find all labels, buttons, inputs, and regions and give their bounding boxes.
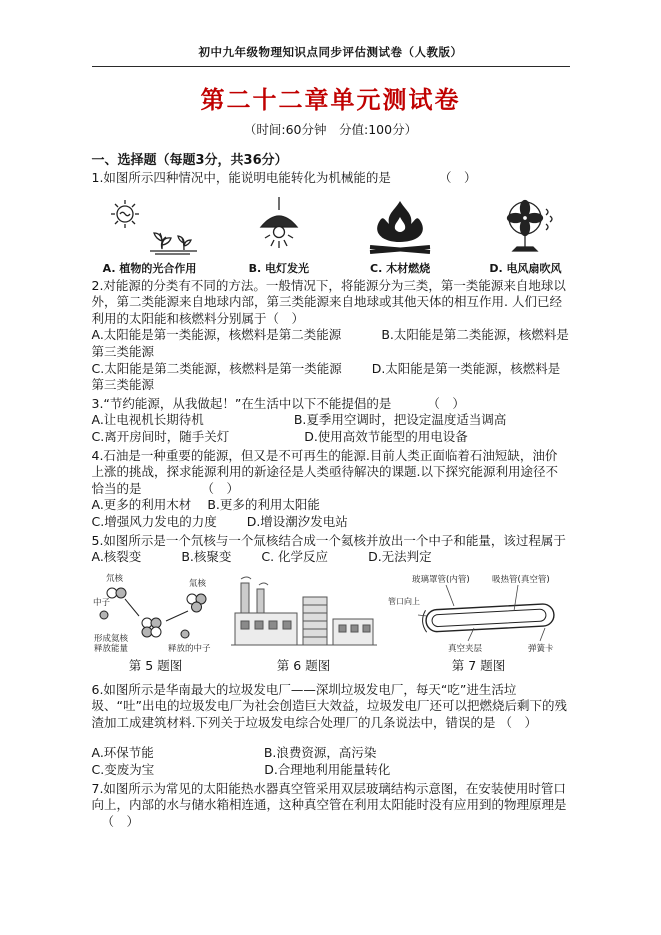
question-6-option-c: C.变废为宝 [91, 762, 155, 778]
question-figures-row [92, 571, 570, 674]
option-a-figure [100, 197, 200, 276]
question-2-option-c: C.太阳能是第二类能源，核燃料是第一类能源 [91, 360, 342, 376]
question-6-options-ab [92, 745, 570, 762]
spacer [328, 557, 368, 558]
fig7-label-spring-clip: 弹簧卡 [527, 643, 554, 653]
figure-question-7-caption: 第 7 题图 [451, 657, 506, 673]
question-2-option-b: B.太阳能是第二类能源，核燃料是第三类能源 [91, 327, 569, 359]
question-6-options-cd [92, 762, 570, 779]
question-7-answer-blank: （ ） [101, 813, 140, 829]
fig5-label-deuterium: 氘核 [105, 573, 123, 584]
option-d-figure-caption: D. 电风扇吹风 [489, 261, 562, 275]
question-3-text: 3.“节约能源，从我做起！”在生活中以下不能提倡的是 [91, 395, 392, 411]
figure-question-6 [229, 571, 379, 674]
question-6-text: 6.如图所示是华南最大的垃圾发电厂——深圳垃圾发电厂，每天“吃”进生活垃圾、“吐”出电的垃圾发电厂为社会创造巨大效益，垃圾发电厂还可以把燃烧后剩下的残渣加工成建筑材料.下列关于垃圾发电综合处理厂的几条说法中，错误的是 [91, 681, 567, 730]
question-5 [92, 533, 570, 550]
question-4 [92, 448, 570, 498]
question-3-option-b: B.夏季用空调时，把设定温度适当调高 [293, 412, 507, 428]
question-7-text: 7.如图所示为常见的太阳能热水器真空管采用双层玻璃结构示意图，在安装使用时管口向上，内部的水与储水箱相连通，这种真空管在利用太阳能时没有应用到的物理原理是 [91, 780, 567, 813]
figure-question-6-caption: 第 6 题图 [276, 657, 331, 673]
question-2 [92, 278, 570, 328]
question-4-answer-blank: （ ） [201, 480, 240, 496]
figure-question-5 [92, 571, 220, 674]
spacer [342, 369, 372, 370]
spacer [341, 335, 381, 336]
chapter-title: 第二十二章单元测试卷 [200, 85, 461, 114]
question-1-figures [100, 197, 562, 276]
fig5-label-neutron: 中子 [92, 597, 110, 608]
figure-question-7 [388, 571, 570, 674]
fig7-label-vacuum-layer: 真空夹层 [447, 643, 482, 653]
option-c-figure-caption: C. 木材燃烧 [370, 261, 431, 275]
spacer [229, 437, 304, 438]
question-5-option-b: B.核聚变 [181, 549, 232, 565]
header-divider [92, 66, 570, 67]
electric-lamp-icon [247, 197, 311, 257]
question-5-option-c: C. 化学反应 [261, 549, 329, 565]
spacer [154, 770, 264, 771]
question-5-option-d: D.无法判定 [368, 549, 432, 565]
figure-question-5-caption: 第 5 题图 [128, 657, 183, 673]
question-2-answer-blank: （ ） [266, 310, 305, 326]
question-2-option-a: A.太阳能是第一类能源，核燃料是第二类能源 [91, 327, 342, 343]
question-2-option-d: D.太阳能是第一类能源，核燃料是第三类能源 [91, 360, 561, 393]
electric-fan-icon [489, 197, 561, 257]
question-5-text: 5.如图所示是一个氘核与一个氚核结合成一个氦核并放出一个中子和能量，该过程属于 [91, 532, 566, 548]
spacer [141, 557, 181, 558]
fig5-label-released-neutron: 释放的中子 [167, 643, 211, 653]
question-1 [92, 170, 570, 187]
vacuum-tube-diagram-icon [388, 571, 570, 653]
question-6-answer-blank: （ ） [499, 714, 537, 730]
question-3-option-c: C.离开房间时，随手关灯 [91, 428, 230, 444]
spacer [191, 505, 207, 506]
question-6-option-b: B.浪费资源，高污染 [263, 745, 377, 761]
spacer [217, 522, 247, 523]
question-2-text: 2.对能源的分类有不同的方法。一般情况下，将能源分为三类，第一类能源来自地球以外，第二类能源来自地球内部，第三类能源来自地球或其他天体的相互作用. 人们已经利用的太阳能和核燃料分别属于 [91, 277, 566, 326]
option-b-figure [247, 197, 311, 276]
power-plant-illustration-icon [229, 571, 379, 653]
question-4-options-ab [92, 497, 570, 514]
question-4-option-d: D.增设潮汐发电站 [246, 513, 348, 529]
question-6 [92, 682, 570, 732]
sun-and-plants-icon [100, 197, 200, 257]
fig7-label-absorber-tube: 吸热管(真空管) [491, 574, 550, 585]
option-b-figure-caption: B. 电灯发光 [248, 261, 309, 275]
burning-wood-icon [358, 197, 442, 257]
question-5-options [92, 549, 570, 566]
question-5-option-a: A.核裂变 [91, 549, 142, 565]
question-3-options-cd [92, 429, 570, 446]
fig5-label-tritium: 氚核 [188, 578, 206, 589]
spacer [231, 557, 261, 558]
fig5-label-helium-2: 释放能量 [93, 643, 128, 653]
question-4-option-c: C.增强风力发电的力度 [91, 513, 217, 529]
option-c-figure [358, 197, 442, 276]
page-content [92, 0, 570, 830]
question-4-option-a: A.更多的利用木材 [91, 497, 192, 513]
question-6-option-d: D.合理地利用能量转化 [264, 762, 391, 778]
question-3-option-d: D.使用高效节能型的用电设备 [304, 428, 468, 444]
question-7 [92, 781, 570, 831]
spacer [204, 420, 294, 421]
question-4-options-cd [92, 514, 570, 531]
option-d-figure [489, 197, 561, 276]
option-a-figure-caption: A. 植物的光合作用 [102, 261, 197, 275]
question-3-option-a: A.让电视机长期待机 [91, 412, 204, 428]
question-3-answer-blank: （ ） [427, 395, 465, 411]
nuclear-fusion-diagram-icon [92, 571, 220, 653]
question-3 [92, 396, 570, 413]
spacer [154, 753, 264, 754]
question-1-answer-blank: （ ） [438, 170, 477, 185]
fig7-label-outer-tube: 玻璃罩管(内管) [411, 574, 470, 585]
exam-time-score: （时间:60分钟 分值:100分） [243, 122, 418, 137]
fig7-label-tube-mouth: 管口向上 [387, 596, 420, 606]
question-2-options-ab [92, 327, 570, 360]
document-header-title: 初中九年级物理知识点同步评估测试卷（人教版） [198, 45, 463, 59]
question-3-options-ab [92, 412, 570, 429]
question-1-text: 1.如图所示四种情况中，能说明电能转化为机械能的是 [91, 170, 391, 185]
question-6-option-a: A.环保节能 [91, 745, 154, 761]
question-2-options-cd [92, 361, 570, 394]
section-heading: 一、选择题（每题3分，共36分） [91, 153, 288, 168]
question-4-option-b: B.更多的利用太阳能 [207, 497, 320, 513]
question-4-text: 4.石油是一种重要的能源，但又是不可再生的能源.目前人类正面临着石油短缺，油价上涨的挑战，探求能源利用的新途径是人类亟待解决的课题.以下探究能源利用途径不恰当的是 [91, 447, 558, 496]
fig5-label-helium-1: 形成氦核 [93, 633, 128, 644]
